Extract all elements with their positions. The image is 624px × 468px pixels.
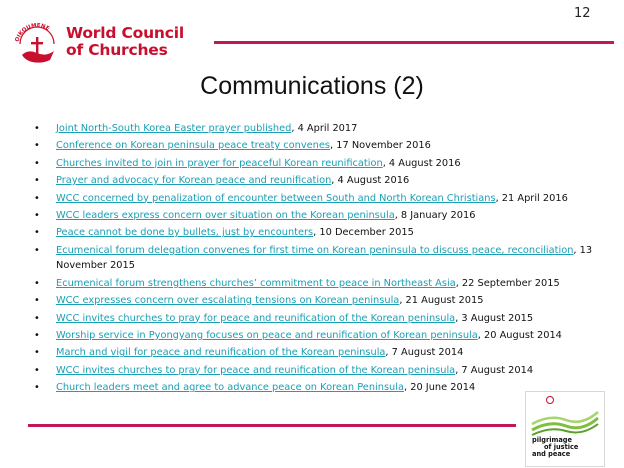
news-date: , 20 June 2014 — [404, 382, 476, 394]
news-link[interactable]: March and vigil for peace and reunification of the Korean peninsula — [56, 347, 386, 359]
news-link[interactable]: Churches invited to join in prayer for peaceful Korean reunification — [56, 157, 383, 169]
news-link[interactable]: Conference on Korean peninsula peace treaty convenes — [56, 140, 331, 152]
list-item — [34, 293, 602, 309]
news-date: , 7 August 2014 — [385, 347, 464, 359]
slide-title: Communications (2) — [200, 72, 424, 100]
list-item — [34, 276, 602, 292]
bullet-icon: • — [34, 382, 40, 394]
news-date: , 3 August 2015 — [455, 312, 534, 324]
news-date: , 4 August 2016 — [382, 157, 461, 169]
news-link[interactable]: WCC concerned by penalization of encounter between South and North Korean Christians — [56, 192, 496, 204]
news-link[interactable]: Worship service in Pyongyang focuses on peace and reunification of Korean peninsula — [56, 329, 478, 341]
news-list — [34, 121, 602, 397]
news-link[interactable]: WCC expresses concern over escalating tensions on Korean peninsula — [56, 295, 400, 307]
pilgrimage-line2: of justice — [544, 443, 579, 452]
news-date: , 7 August 2014 — [455, 364, 534, 376]
news-date: , 10 December 2015 — [313, 227, 414, 239]
bullet-icon: • — [34, 209, 40, 221]
news-link[interactable]: Peace cannot be done by bullets, just by encounters — [56, 227, 314, 239]
top-divider — [214, 41, 614, 44]
bullet-icon: • — [34, 295, 40, 307]
org-name-line2: of Churches — [66, 41, 168, 59]
bullet-icon: • — [34, 347, 40, 359]
news-date: , 17 November 2016 — [330, 140, 431, 152]
page-number: 12 — [574, 6, 591, 21]
news-date: , 4 August 2016 — [331, 175, 410, 187]
bullet-icon: • — [34, 192, 40, 204]
bottom-divider — [28, 424, 516, 427]
news-link[interactable]: Prayer and advocacy for Korean peace and reunification — [56, 175, 332, 187]
list-item — [34, 138, 602, 154]
list-item — [34, 380, 602, 396]
news-link[interactable]: Ecumenical forum delegation convenes for first time on Korean peninsula to discuss peace, reconciliation — [56, 244, 574, 256]
bullet-icon: • — [34, 157, 40, 169]
list-item — [34, 191, 602, 207]
mini-wcc-seal-icon — [546, 396, 554, 404]
news-date: , 13 November 2015 — [56, 244, 593, 272]
pilgrimage-logo — [525, 391, 605, 467]
pilgrimage-line3: and peace — [532, 450, 571, 459]
list-item — [34, 173, 602, 189]
list-item — [34, 328, 602, 344]
list-item — [34, 345, 602, 361]
bullet-icon: • — [34, 329, 40, 341]
list-item — [34, 225, 602, 241]
news-date: , 4 April 2017 — [291, 123, 358, 134]
oikoumene-seal-icon — [14, 22, 62, 68]
svg-text:OIKOUMENE: OIKOUMENE — [14, 22, 51, 43]
list-item — [34, 243, 602, 274]
news-link[interactable]: Joint North-South Korea Easter prayer published — [56, 123, 292, 134]
bullet-icon: • — [34, 227, 40, 239]
bullet-icon: • — [34, 123, 40, 134]
news-link[interactable]: WCC leaders express concern over situation on the Korean peninsula — [56, 209, 395, 221]
news-link[interactable]: Church leaders meet and agree to advance peace on Korean Peninsula — [56, 382, 404, 394]
news-date: , 21 August 2015 — [399, 295, 484, 307]
pilgrimage-line1: pilgrimage — [532, 436, 572, 444]
news-date: , 22 September 2015 — [455, 277, 560, 289]
list-item — [34, 156, 602, 172]
bullet-icon: • — [34, 140, 40, 152]
news-date: , 20 August 2014 — [477, 329, 562, 341]
list-item — [34, 208, 602, 224]
bullet-icon: • — [34, 364, 40, 376]
bullet-icon: • — [34, 175, 40, 187]
wcc-logo — [14, 22, 224, 68]
news-date: , 8 January 2016 — [394, 209, 476, 221]
news-link[interactable]: WCC invites churches to pray for peace and reunification of the Korean peninsula — [56, 312, 456, 324]
org-name-line1: World Council — [66, 24, 184, 42]
news-date: , 21 April 2016 — [495, 192, 568, 204]
bullet-icon: • — [34, 244, 40, 256]
news-link[interactable]: WCC invites churches to pray for peace and reunification of the Korean peninsula — [56, 364, 456, 376]
list-item — [34, 121, 602, 137]
pilgrimage-waves-icon — [530, 408, 600, 438]
news-link[interactable]: Ecumenical forum strengthens churches’ commitment to peace in Northeast Asia — [56, 277, 456, 289]
bullet-icon: • — [34, 312, 40, 324]
bullet-icon: • — [34, 277, 40, 289]
list-item — [34, 363, 602, 379]
list-item — [34, 311, 602, 327]
